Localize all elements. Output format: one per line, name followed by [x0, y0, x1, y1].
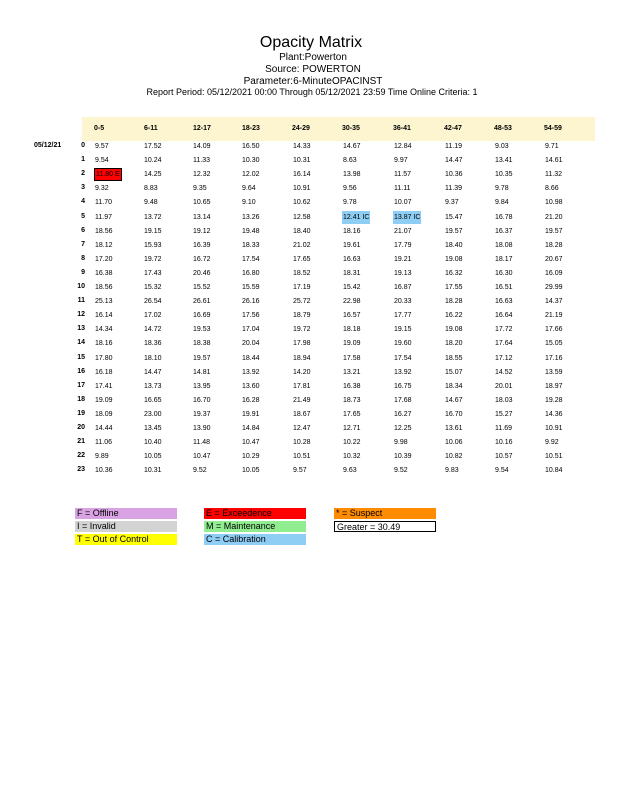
matrix-cell: 17.54 — [394, 354, 412, 362]
matrix-cell: 9.37 — [445, 199, 459, 207]
matrix-cell: 16.72 — [193, 255, 211, 263]
matrix-cell: 10.16 — [495, 439, 513, 447]
matrix-cell: 16.65 — [144, 396, 162, 404]
matrix-cell: 10.31 — [293, 157, 311, 165]
matrix-cell: 18.16 — [95, 340, 113, 348]
matrix-cell: 18.36 — [144, 340, 162, 348]
matrix-cell: 21.49 — [293, 396, 311, 404]
matrix-cell: 9.92 — [545, 439, 559, 447]
matrix-cell: 13.26 — [242, 213, 260, 221]
matrix-cell: 18.94 — [293, 354, 311, 362]
matrix-cell: 18.16 — [343, 227, 361, 235]
legend-item: * = Suspect — [334, 508, 436, 519]
matrix-cell: 18.79 — [293, 312, 311, 320]
row-hour: 10 — [77, 283, 85, 290]
matrix-cell: 19.48 — [242, 227, 260, 235]
matrix-cell: 18.56 — [95, 227, 113, 235]
matrix-cell: 19.37 — [193, 410, 211, 418]
matrix-cell: 17.80 — [95, 354, 113, 362]
matrix-cell: 13.98 — [343, 171, 361, 179]
row-hour: 14 — [77, 339, 85, 347]
matrix-cell: 13.45 — [144, 425, 162, 432]
matrix-cell: 20.04 — [242, 340, 260, 348]
matrix-cell: 16.39 — [193, 241, 211, 249]
matrix-cell: 9.83 — [445, 467, 459, 475]
matrix-cell: 20.01 — [495, 382, 513, 390]
matrix-cell: 9.57 — [95, 143, 109, 150]
plant-label: Plant:Powerton — [279, 52, 347, 63]
matrix-cell: 18.56 — [95, 284, 113, 291]
row-hour: 23 — [77, 466, 85, 474]
matrix-cell: 13.95 — [193, 382, 211, 390]
row-hour: 16 — [77, 367, 85, 375]
column-header: 42-47 — [444, 125, 462, 132]
row-hour: 19 — [77, 409, 85, 417]
matrix-cell: 21.20 — [545, 213, 563, 221]
matrix-cell: 14.52 — [495, 368, 513, 376]
matrix-cell: 22.98 — [343, 298, 361, 306]
row-hour: 21 — [77, 438, 85, 446]
column-header: 54-59 — [544, 125, 562, 132]
matrix-cell: 19.15 — [144, 227, 162, 235]
row-hour: 0 — [81, 142, 85, 149]
matrix-cell: 17.72 — [495, 326, 513, 334]
matrix-cell: 14.36 — [545, 410, 563, 418]
matrix-cell: 10.57 — [495, 453, 513, 461]
matrix-cell: 17.43 — [144, 269, 162, 277]
matrix-cell: 19.08 — [445, 326, 463, 334]
row-hour: 7 — [81, 240, 85, 248]
matrix-cell: 15.59 — [242, 284, 260, 291]
legend-item: F = Offline — [75, 508, 177, 519]
matrix-cell: 12.25 — [394, 425, 412, 432]
matrix-cell: 14.37 — [545, 298, 563, 306]
matrix-cell: 25.72 — [293, 298, 311, 306]
matrix-cell: 15.05 — [545, 340, 563, 348]
matrix-cell: 15.32 — [144, 284, 162, 291]
matrix-cell: 18.55 — [445, 354, 463, 362]
matrix-cell: 11.70 — [95, 199, 112, 207]
matrix-cell: 9.97 — [394, 157, 408, 165]
matrix-cell: 13.59 — [545, 368, 563, 376]
matrix-cell: 10.47 — [193, 453, 211, 461]
column-header: 0-5 — [94, 125, 105, 132]
matrix-cell: 12.84 — [394, 143, 412, 150]
matrix-cell: 11.06 — [95, 439, 112, 447]
matrix-cell: 19.91 — [242, 410, 260, 418]
matrix-cell: 10.05 — [144, 453, 162, 461]
matrix-cell: 23.00 — [144, 410, 162, 418]
matrix-cell: 16.80 — [242, 269, 260, 277]
row-hour: 12 — [77, 311, 85, 319]
matrix-cell: 16.32 — [445, 269, 463, 277]
matrix-cell: 13.14 — [193, 213, 211, 221]
matrix-cell: 17.54 — [242, 255, 260, 263]
matrix-cell: 19.72 — [293, 326, 311, 334]
legend-item: M = Maintenance — [204, 521, 306, 532]
matrix-cell: 10.07 — [394, 199, 412, 207]
matrix-cell: 12.47 — [293, 425, 311, 432]
row-hour: 3 — [81, 184, 85, 192]
row-hour: 20 — [77, 424, 85, 431]
matrix-cell: 18.44 — [242, 354, 260, 362]
matrix-cell: 13.73 — [144, 382, 162, 390]
legend-item: Greater = 30.49 — [334, 521, 436, 532]
matrix-cell: 14.34 — [95, 326, 113, 334]
matrix-cell: 15.27 — [495, 410, 513, 418]
matrix-cell: 14.61 — [545, 157, 563, 165]
matrix-cell: 10.31 — [144, 467, 162, 475]
matrix-cell: 16.64 — [495, 312, 513, 320]
matrix-cell: 29.99 — [545, 284, 563, 291]
matrix-cell: 18.03 — [495, 396, 513, 404]
matrix-cell: 16.63 — [343, 255, 361, 263]
matrix-cell: 19.09 — [95, 396, 113, 404]
matrix-cell: 17.68 — [394, 396, 412, 404]
matrix-cell: 16.70 — [445, 410, 463, 418]
matrix-cell: 13.61 — [445, 425, 463, 432]
matrix-cell: 17.65 — [343, 410, 361, 418]
column-header: 48-53 — [494, 125, 512, 132]
matrix-cell: 16.70 — [193, 396, 211, 404]
matrix-cell: 10.40 — [144, 439, 162, 447]
row-date: 05/12/21 — [34, 142, 62, 149]
matrix-cell: 13.92 — [242, 368, 260, 376]
matrix-cell: 10.51 — [293, 453, 311, 461]
matrix-cell: 14.67 — [445, 396, 463, 404]
matrix-cell: 18.40 — [445, 241, 463, 249]
matrix-cell: 18.12 — [95, 241, 113, 249]
matrix-cell: 15.52 — [193, 284, 211, 291]
matrix-cell: 11.33 — [193, 157, 210, 165]
matrix-cell: 9.32 — [95, 185, 109, 193]
matrix-cell: 9.10 — [242, 199, 256, 207]
matrix-cell: 17.77 — [394, 312, 412, 320]
matrix-cell: 18.09 — [95, 410, 113, 418]
matrix-cell: 9.54 — [495, 467, 509, 475]
matrix-cell: 16.14 — [95, 312, 113, 320]
matrix-cell: 17.16 — [545, 354, 563, 362]
matrix-cell: 10.32 — [343, 453, 361, 461]
matrix-cell: 18.17 — [495, 255, 513, 263]
matrix-cell: 16.63 — [495, 298, 513, 306]
matrix-cell: 16.37 — [495, 227, 513, 235]
matrix-cell: 16.69 — [193, 312, 211, 320]
matrix-cell: 9.54 — [95, 157, 109, 165]
matrix-cell: 10.51 — [545, 453, 563, 461]
matrix-cell: 13.90 — [193, 425, 211, 432]
matrix-cell: 9.35 — [193, 185, 207, 193]
matrix-cell: 14.33 — [293, 143, 311, 150]
column-header: 6-11 — [144, 125, 158, 132]
matrix-cell: 10.84 — [545, 467, 563, 475]
matrix-cell: 16.22 — [445, 312, 463, 320]
matrix-cell: 17.66 — [545, 326, 563, 334]
matrix-cell: 18.40 — [293, 227, 311, 235]
matrix-cell: 10.30 — [242, 157, 260, 165]
matrix-cell: 19.57 — [193, 354, 211, 362]
matrix-cell: 11.69 — [495, 425, 512, 432]
matrix-cell: 17.56 — [242, 312, 260, 320]
matrix-cell: 19.21 — [394, 255, 412, 263]
matrix-cell: 18.28 — [545, 241, 563, 249]
matrix-cell: 11.97 — [95, 213, 112, 221]
legend-item: C = Calibration — [204, 534, 306, 545]
matrix-cell: 18.20 — [445, 340, 463, 348]
matrix-cell: 11.19 — [445, 143, 462, 150]
matrix-cell: 10.29 — [242, 453, 260, 461]
matrix-cell: 14.84 — [242, 425, 260, 432]
matrix-cell: 10.91 — [545, 425, 563, 432]
row-hour: 6 — [81, 226, 85, 234]
matrix-cell: 14.47 — [144, 368, 162, 376]
matrix-cell: 19.09 — [343, 340, 361, 348]
matrix-cell: 10.24 — [144, 157, 162, 165]
matrix-cell: 8.83 — [144, 185, 158, 193]
matrix-cell: 10.36 — [95, 467, 113, 475]
legend-item: E = Exceedence — [204, 508, 306, 519]
row-hour: 22 — [77, 452, 85, 460]
matrix-cell: 18.97 — [545, 382, 563, 390]
matrix-cell: 19.12 — [193, 227, 211, 235]
matrix-cell: 21.19 — [545, 312, 563, 320]
matrix-cell: 14.20 — [293, 368, 311, 376]
matrix-cell: 10.35 — [495, 171, 513, 179]
matrix-cell: 9.84 — [495, 199, 509, 207]
matrix-cell: 9.98 — [394, 439, 408, 447]
matrix-cell: 10.05 — [242, 467, 260, 475]
row-hour: 15 — [77, 353, 85, 361]
matrix-cell: 16.14 — [293, 171, 311, 179]
matrix-cell: 14.25 — [144, 171, 162, 179]
matrix-cell: 14.44 — [95, 425, 113, 432]
matrix-cell: 14.09 — [193, 143, 211, 150]
row-hour: 13 — [77, 325, 85, 333]
matrix-cell: 17.98 — [293, 340, 311, 348]
matrix-cell: 17.55 — [445, 284, 463, 291]
matrix-cell: 16.30 — [495, 269, 513, 277]
matrix-cell: 18.31 — [343, 269, 361, 277]
matrix-cell: 18.38 — [193, 340, 211, 348]
matrix-cell: 11.57 — [394, 171, 411, 179]
matrix-cell: 18.73 — [343, 396, 361, 404]
matrix-cell: 17.64 — [495, 340, 513, 348]
matrix-cell: 14.72 — [144, 326, 162, 334]
matrix-cell: 16.27 — [394, 410, 412, 418]
matrix-cell: 9.52 — [394, 467, 408, 475]
matrix-cell: 12.58 — [293, 213, 311, 221]
report-title: Opacity Matrix — [259, 34, 363, 51]
matrix-cell: 17.52 — [144, 143, 162, 150]
matrix-cell: 11.32 — [545, 171, 562, 179]
matrix-cell: 21.02 — [293, 241, 311, 249]
column-header: 24-29 — [292, 125, 310, 132]
report-period: Report Period: 05/12/2021 00:00 Through 05/12/2021 23:59 Time Online Criteria: 1 — [146, 87, 478, 97]
matrix-cell: 11.11 — [394, 185, 411, 193]
matrix-cell: 26.61 — [193, 298, 211, 306]
matrix-cell: 8.63 — [343, 157, 357, 165]
matrix-cell: 10.06 — [445, 439, 463, 447]
row-hour: 18 — [77, 395, 85, 403]
row-hour: 5 — [81, 212, 85, 220]
matrix-cell: 16.09 — [545, 269, 563, 277]
matrix-cell: 15.93 — [144, 241, 162, 249]
matrix-cell: 17.41 — [95, 382, 113, 390]
matrix-cell: 17.02 — [144, 312, 162, 320]
matrix-cell: 12.41 IC — [342, 211, 370, 224]
matrix-cell: 18.34 — [445, 382, 463, 390]
source-label: Source: POWERTON — [265, 64, 361, 75]
matrix-cell: 10.91 — [293, 185, 311, 193]
matrix-cell: 9.63 — [343, 467, 357, 475]
matrix-cell: 13.60 — [242, 382, 260, 390]
row-hour: 2 — [81, 170, 85, 178]
matrix-cell: 9.78 — [343, 199, 357, 207]
column-header: 12-17 — [193, 125, 211, 132]
matrix-cell: 11.39 — [445, 185, 462, 193]
matrix-cell: 16.50 — [242, 143, 260, 150]
matrix-cell: 13.21 — [343, 368, 361, 376]
matrix-cell: 10.98 — [545, 199, 563, 207]
matrix-cell: 20.33 — [394, 298, 412, 306]
matrix-cell: 20.46 — [193, 269, 211, 277]
matrix-cell: 19.13 — [394, 269, 412, 277]
matrix-cell: 9.48 — [144, 199, 158, 207]
row-hour: 17 — [77, 381, 85, 389]
matrix-cell: 10.39 — [394, 453, 412, 461]
matrix-cell: 21.07 — [394, 227, 412, 235]
matrix-cell: 19.57 — [445, 227, 463, 235]
matrix-cell: 20.67 — [545, 255, 563, 263]
matrix-cell: 10.28 — [293, 439, 311, 447]
matrix-cell: 15.42 — [343, 284, 361, 291]
matrix-cell: 17.58 — [343, 354, 361, 362]
matrix-cell: 19.72 — [144, 255, 162, 263]
row-hour: 11 — [77, 297, 85, 305]
row-hour: 8 — [81, 254, 85, 262]
matrix-cell: 19.57 — [545, 227, 563, 235]
matrix-cell: 19.08 — [445, 255, 463, 263]
parameter-label: Parameter:6-MinuteOPACINST — [243, 76, 383, 87]
matrix-cell: 12.71 — [343, 425, 361, 432]
matrix-cell: 17.79 — [394, 241, 412, 249]
column-header: 36-41 — [393, 125, 411, 132]
legend-item: T = Out of Control — [75, 534, 177, 545]
matrix-cell: 9.57 — [293, 467, 307, 475]
matrix-cell: 16.75 — [394, 382, 412, 390]
matrix-cell: 26.54 — [144, 298, 162, 306]
row-hour: 1 — [81, 156, 85, 164]
matrix-cell: 16.57 — [343, 312, 361, 320]
matrix-cell: 17.20 — [95, 255, 113, 263]
matrix-cell: 19.60 — [394, 340, 412, 348]
matrix-cell: 10.22 — [343, 439, 361, 447]
matrix-cell: 19.61 — [343, 241, 361, 249]
matrix-cell: 9.78 — [495, 185, 509, 193]
matrix-cell: 16.38 — [95, 269, 113, 277]
matrix-cell: 25.13 — [95, 298, 113, 306]
matrix-cell: 17.81 — [293, 382, 311, 390]
matrix-cell: 17.12 — [495, 354, 513, 362]
matrix-cell: 18.18 — [343, 326, 361, 334]
row-hour: 9 — [81, 268, 85, 276]
matrix-cell: 10.65 — [193, 199, 211, 207]
matrix-cell: 16.18 — [95, 368, 113, 376]
matrix-cell: 15.47 — [445, 213, 463, 221]
matrix-cell: 13.72 — [144, 213, 162, 221]
matrix-cell: 26.16 — [242, 298, 260, 306]
matrix-cell: 17.65 — [293, 255, 311, 263]
matrix-cell: 14.67 — [343, 143, 361, 150]
matrix-cell: 18.10 — [144, 354, 162, 362]
matrix-cell: 16.51 — [495, 284, 513, 291]
legend-item: I = Invalid — [75, 521, 177, 532]
matrix-cell: 9.64 — [242, 185, 256, 193]
matrix-cell: 9.71 — [545, 143, 559, 150]
column-header: 18-23 — [242, 125, 260, 132]
matrix-cell: 14.47 — [445, 157, 463, 165]
matrix-cell: 18.67 — [293, 410, 311, 418]
matrix-cell: 18.08 — [495, 241, 513, 249]
matrix-cell: 16.28 — [242, 396, 260, 404]
matrix-cell: 13.92 — [394, 368, 412, 376]
matrix-cell: 10.62 — [293, 199, 311, 207]
matrix-cell: 14.81 — [193, 368, 211, 376]
matrix-cell: 9.89 — [95, 453, 109, 461]
matrix-cell: 10.36 — [445, 171, 463, 179]
matrix-cell: 19.28 — [545, 396, 563, 404]
matrix-cell: 12.02 — [242, 171, 260, 179]
matrix-cell: 16.87 — [394, 284, 412, 291]
matrix-cell: 11.80 E — [94, 168, 122, 181]
matrix-cell: 17.04 — [242, 326, 260, 334]
matrix-cell: 18.52 — [293, 269, 311, 277]
matrix-cell: 19.53 — [193, 326, 211, 334]
matrix-cell: 17.19 — [293, 284, 311, 291]
row-hour: 4 — [81, 198, 85, 206]
matrix-cell: 9.56 — [343, 185, 357, 193]
matrix-cell: 11.48 — [193, 439, 210, 447]
matrix-cell: 19.15 — [394, 326, 412, 334]
matrix-cell: 9.03 — [495, 143, 509, 150]
matrix-cell: 9.52 — [193, 467, 207, 475]
column-header-bar — [82, 117, 595, 141]
matrix-cell: 18.28 — [445, 298, 463, 306]
matrix-cell: 8.66 — [545, 185, 559, 193]
matrix-cell: 10.82 — [445, 453, 463, 461]
matrix-cell: 15.07 — [445, 368, 463, 376]
column-header: 30-35 — [342, 125, 360, 132]
matrix-cell: 18.33 — [242, 241, 260, 249]
matrix-cell: 16.78 — [495, 213, 513, 221]
matrix-cell: 10.47 — [242, 439, 260, 447]
matrix-cell: 12.32 — [193, 171, 211, 179]
matrix-cell: 13.87 IC — [393, 211, 421, 224]
matrix-cell: 13.41 — [495, 157, 513, 165]
matrix-cell: 16.38 — [343, 382, 361, 390]
